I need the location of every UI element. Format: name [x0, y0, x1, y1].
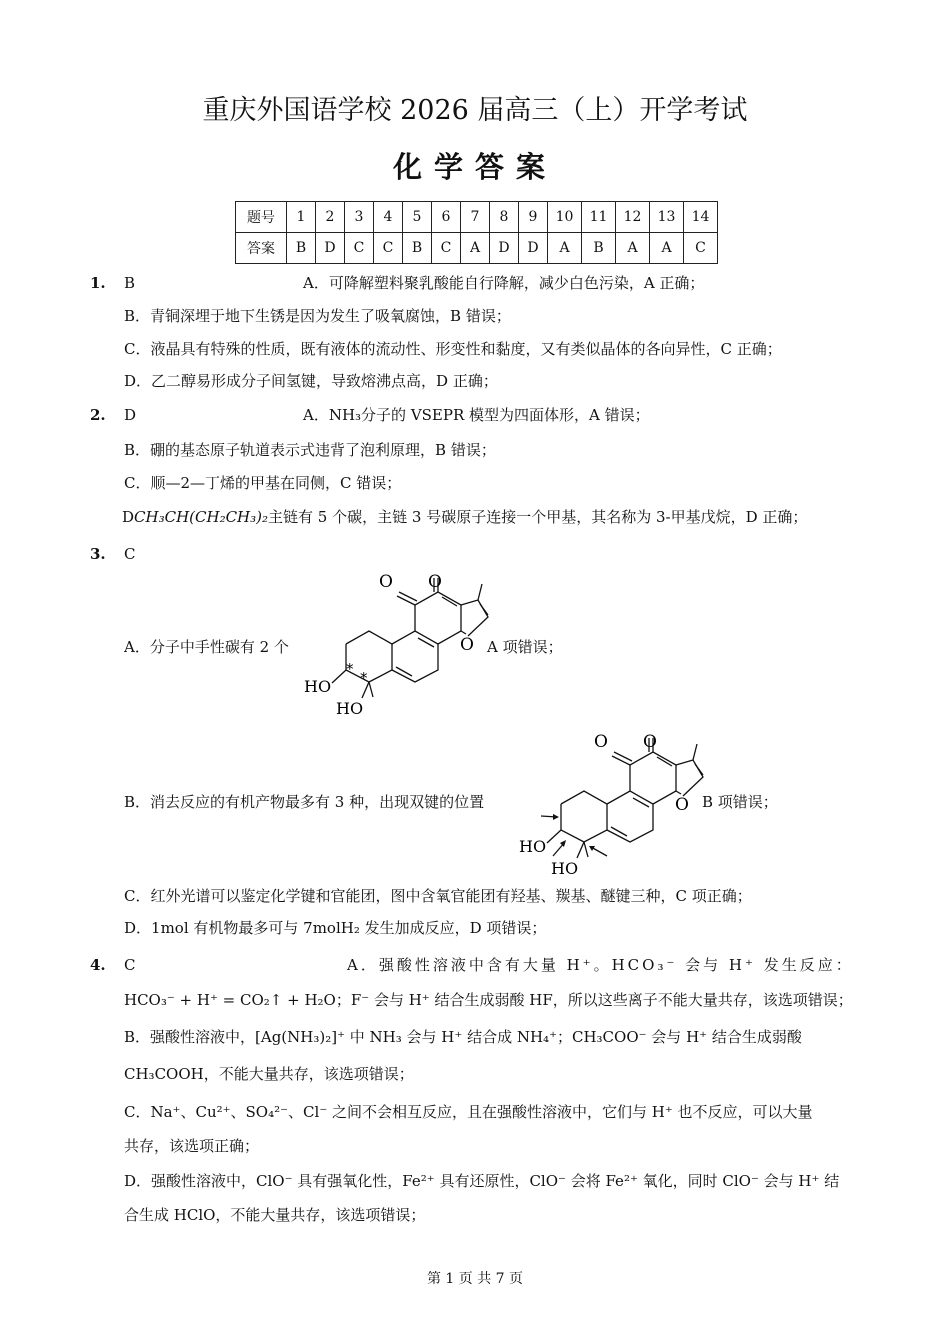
- question-number: 10: [548, 202, 582, 233]
- explanation-line: B．消去反应的有机产物最多有 3 种，出现双键的位置: [124, 793, 485, 811]
- question-number: 3: [345, 202, 374, 233]
- answer-cell: B: [582, 233, 616, 264]
- oxygen-label: O: [643, 732, 657, 752]
- explanation-line: B．硼的基态原子轨道表示式违背了泡利原理，B 错误；: [124, 441, 496, 459]
- hydroxyl-label: HO: [336, 699, 364, 718]
- question-number: 1.: [90, 274, 106, 292]
- explanation-line: D．1mol 有机物最多可与 7molH₂ 发生加成反应，D 项错误；: [124, 919, 547, 937]
- answer-cell: C: [374, 233, 403, 264]
- answer-table: [235, 201, 718, 264]
- question-number: 2.: [90, 406, 106, 424]
- question-answer: C: [124, 956, 136, 974]
- chemical-formula: CH₃CH(CH₂CH₃)₂: [134, 508, 269, 526]
- explanation-line: C．红外光谱可以鉴定化学键和官能团，图中含氧官能团有羟基、羰基、醚键三种，C 项正确；: [124, 887, 752, 905]
- question-number: 4: [374, 202, 403, 233]
- answer-cell: D: [316, 233, 345, 264]
- page-title: 重庆外国语学校 2026 届高三（上）开学考试: [202, 95, 748, 126]
- answer-cell: A: [650, 233, 684, 264]
- table-row-numbers: [236, 202, 718, 233]
- hydroxyl-label: HO: [304, 677, 332, 696]
- oxygen-label: O: [594, 732, 608, 752]
- question-number: 8: [490, 202, 519, 233]
- explanation-line: C．顺—2—丁烯的甲基在同侧，C 错误；: [124, 474, 402, 492]
- question-answer: C: [124, 545, 136, 563]
- explanation-line: A．分子中手性碳有 2 个: [124, 638, 289, 656]
- explanation-line: C．液晶具有特殊的性质，既有液体的流动性、形变性和黏度，又有类似晶体的各向异性，C 正确；: [124, 340, 782, 358]
- page-subtitle: 化学答案: [392, 150, 557, 184]
- question-number: 6: [432, 202, 461, 233]
- explanation-line: [122, 507, 807, 527]
- explanation-line: 合生成 HClO，不能大量共存，该选项错误；: [124, 1206, 426, 1224]
- oxygen-label: O: [379, 572, 393, 592]
- table-row-label: 题号: [236, 202, 287, 233]
- question-number: 14: [684, 202, 718, 233]
- explanation-line: D．乙二醇易形成分子间氢键，导致熔沸点高，D 正确；: [124, 372, 498, 390]
- explanation-line: B．强酸性溶液中，[Ag(NH₃)₂]⁺ 中 NH₃ 会与 H⁺ 结合成 NH₄⁺；CH₃COO⁻ 会与 H⁺ 结合生成弱酸: [124, 1028, 802, 1046]
- answer-cell: A: [548, 233, 582, 264]
- answer-cell: A: [461, 233, 490, 264]
- answer-cell: B: [403, 233, 432, 264]
- answer-cell: C: [684, 233, 718, 264]
- explanation-line: CH₃COOH，不能大量共存，该选项错误；: [124, 1065, 414, 1083]
- answer-cell: B: [287, 233, 316, 264]
- oxygen-label: O: [460, 635, 474, 655]
- oxygen-label: O: [428, 572, 442, 592]
- question-number: 2: [316, 202, 345, 233]
- question-number: 3.: [90, 545, 106, 563]
- explanation-line: D．强酸性溶液中，ClO⁻ 具有强氧化性，Fe²⁺ 具有还原性，ClO⁻ 会将 Fe²⁺ 氧化，同时 ClO⁻ 会与 H⁺ 结: [124, 1172, 840, 1190]
- page-footer: 第 1 页 共 7 页: [426, 1271, 524, 1287]
- answer-cell: D: [490, 233, 519, 264]
- answer-cell: C: [432, 233, 461, 264]
- table-row-answers: [236, 233, 718, 264]
- explanation-line: 共存，该选项正确；: [124, 1137, 260, 1155]
- chiral-star: *: [360, 669, 368, 687]
- question-answer: D: [124, 406, 137, 424]
- question-number: 9: [519, 202, 548, 233]
- explanation-line: A．可降解塑料聚乳酸能自行降解，减少白色污染，A 正确；: [303, 274, 705, 292]
- oxygen-label: O: [675, 795, 689, 815]
- molecule-structure-b: [515, 730, 705, 880]
- answer-cell: C: [345, 233, 374, 264]
- explanation-line: C．Na⁺、Cu²⁺、SO₄²⁻、Cl⁻ 之间不会相互反应，且在强酸性溶液中，它们与 H⁺ 也不反应，可以大量: [124, 1103, 813, 1121]
- molecule-structure-a: [300, 570, 490, 720]
- question-number: 13: [650, 202, 684, 233]
- explanation-line: A．NH₃分子的 VSEPR 模型为四面体形，A 错误；: [303, 406, 650, 424]
- question-answer: B: [124, 274, 136, 292]
- chiral-star: *: [346, 660, 354, 678]
- answer-cell: D: [519, 233, 548, 264]
- option-letter: D: [122, 508, 135, 526]
- hydroxyl-label: HO: [551, 859, 579, 878]
- explanation-line: B．青铜深埋于地下生锈是因为发生了吸氧腐蚀，B 错误；: [124, 307, 511, 325]
- explanation-tail: A 项错误；: [487, 638, 563, 656]
- explanation-text: 主链有 5 个碳，主链 3 号碳原子连接一个甲基，其名称为 3-甲基戊烷，D 正确；: [268, 508, 808, 526]
- table-row-label: 答案: [236, 233, 287, 264]
- hydroxyl-label: HO: [519, 837, 547, 856]
- question-number: 12: [616, 202, 650, 233]
- question-number: 7: [461, 202, 490, 233]
- question-number: 11: [582, 202, 616, 233]
- explanation-line: A．强酸性溶液中含有大量 H⁺。HCO₃⁻ 会与 H⁺ 发生反应：: [347, 956, 854, 974]
- question-number: 4.: [90, 956, 106, 974]
- answer-cell: A: [616, 233, 650, 264]
- question-number: 1: [287, 202, 316, 233]
- explanation-tail: B 项错误；: [702, 793, 778, 811]
- question-number: 5: [403, 202, 432, 233]
- explanation-line: HCO₃⁻ + H⁺ = CO₂↑ + H₂O；F⁻ 会与 H⁺ 结合生成弱酸 HF，所以这些离子不能大量共存，该选项错误；: [124, 991, 853, 1009]
